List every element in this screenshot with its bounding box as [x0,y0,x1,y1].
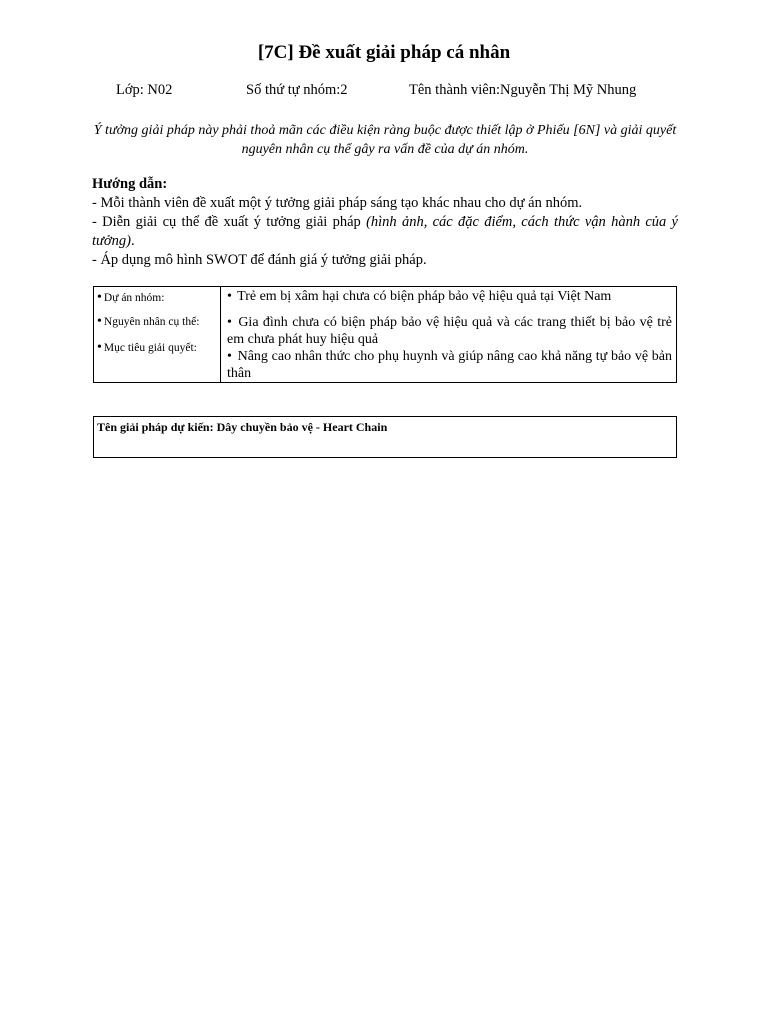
label-cause [94,309,220,335]
label-project [94,287,220,309]
guide-line-2-italic: (hình ảnh, các đặc điểm, cách thức vận hành của ý tưởng) [92,214,678,249]
label-project-text: Dự án nhóm: [103,292,165,304]
table-row [94,287,677,383]
proposal-box [93,416,677,458]
guide-line-2-text: - Diễn giải cụ thể đề xuất ý tưởng giải pháp [92,214,367,230]
value-project-text: Trẻ em bị xâm hại chưa có biện pháp bảo vệ hiệu quả tại Việt Nam [237,289,612,304]
value-cause-text: Gia đình chưa có biện pháp bảo vệ hiệu quả và các trang thiết bị bảo vệ trẻ em chưa phát huy hiệu quả [227,315,673,347]
guide-line-3: - Áp dụng mô hình SWOT để đánh giá ý tưởng giải pháp. [92,252,427,268]
instruction-note: Ý tưởng giải pháp này phải thoả mãn các điều kiện ràng buộc được thiết lập ở Phiếu [6N] và giải quyết nguyên nhân cụ thể gây ra vấn đề của dự án nhóm. [93,123,677,157]
guide-line-2-suffix: . [131,233,135,249]
label-goal-text: Mục tiêu giải quyết: [103,342,197,354]
bullet-icon: • [227,349,232,364]
page-title: [7C] Đề xuất giải pháp cá nhân [257,42,511,63]
bullet-icon: • [97,290,102,305]
guide-line-1: - Mỗi thành viên đề xuất một ý tưởng giải pháp sáng tạo khác nhau cho dự án nhóm. [92,195,583,211]
class-label: Lớp: N02 [116,82,173,98]
bullet-icon: • [97,340,102,355]
bullet-icon: • [227,289,232,304]
bullet-icon: • [227,315,232,330]
guide-section [92,175,678,270]
value-column [221,287,677,383]
member-name-label: Tên thành viên:Nguyễn Thị Mỹ Nhung [409,82,637,98]
bullet-icon: • [97,314,102,329]
value-goal [227,348,672,382]
guide-title: Hướng dẫn: [92,176,168,192]
label-goal [94,335,220,361]
value-cause [227,314,672,348]
label-cause-text: Nguyên nhân cụ thể: [103,316,200,328]
label-column [94,287,221,383]
guide-line-2 [92,213,678,251]
value-project [227,288,672,305]
value-goal-text: Nâng cao nhân thức cho phụ huynh và giúp nâng cao khả năng tự bảo vệ bản thân [227,349,672,381]
proposal-label: Tên giải pháp dự kiến: Dây chuyền bảo vệ - Heart Chain [97,420,388,434]
project-info-table [93,286,677,383]
group-number-label: Số thứ tự nhóm:2 [246,82,348,98]
